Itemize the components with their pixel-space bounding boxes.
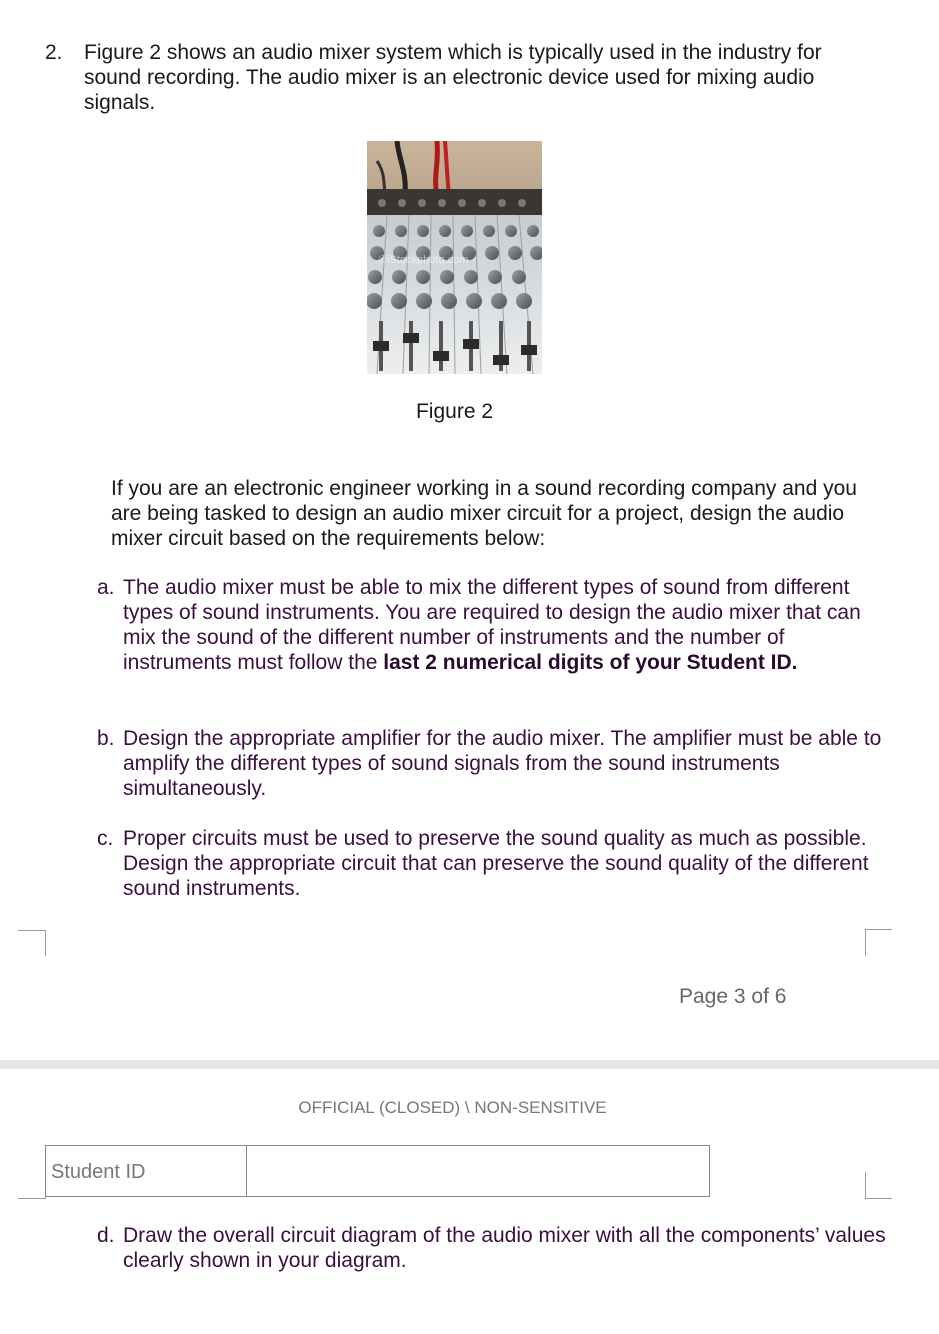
- crop-mark: [18, 1172, 46, 1199]
- requirement-d: [97, 1223, 887, 1273]
- requirement-b: [97, 726, 887, 801]
- student-id-field[interactable]: [247, 1146, 709, 1196]
- requirement-a-text: The audio mixer must be able to mix the different types of sound from different types of sound instruments. You are required to design the audio mixer that can mix the sound of the different number of instruments and the number of instruments must follow the: [123, 576, 861, 674]
- requirement-a-label: a.: [97, 576, 115, 599]
- audio-mixer-figure: [367, 141, 542, 374]
- student-id-table: [45, 1145, 710, 1197]
- requirement-b-text: Design the appropriate amplifier for the audio mixer. The amplifier must be able to amplify the different types of sound signals from the sound instruments simultaneously.: [123, 727, 882, 800]
- crop-mark: [865, 1172, 892, 1199]
- requirement-c-text: Proper circuits must be used to preserve the sound quality as much as possible. Design the appropriate circuit that can preserve the sound quality of the different sound instruments.: [123, 827, 869, 900]
- requirement-c-label: c.: [97, 827, 114, 850]
- question-number: 2.: [45, 41, 63, 64]
- student-id-label: Student ID: [46, 1146, 247, 1196]
- figure-watermark: ©iStockphoto.com: [379, 254, 469, 266]
- classification-label: OFFICIAL (CLOSED) \ NON-SENSITIVE: [298, 1098, 607, 1117]
- question-text: Figure 2 shows an audio mixer system which is typically used in the industry for sound recording. The audio mixer is an electronic device used for mixing audio signals.: [84, 41, 822, 114]
- requirement-d-label: d.: [97, 1224, 115, 1247]
- task-intro: If you are an electronic engineer working in a sound recording company and you are being tasked to design an audio mixer circuit for a project, design the audio mixer circuit based on the requirements below:: [111, 477, 857, 550]
- requirement-b-label: b.: [97, 727, 115, 750]
- requirement-a-bold: last 2 numerical digits of your Student ID.: [383, 651, 798, 674]
- requirement-c: [97, 826, 887, 901]
- requirement-d-text: Draw the overall circuit diagram of the audio mixer with all the components’ values clearly shown in your diagram.: [123, 1224, 886, 1272]
- crop-mark: [865, 929, 892, 956]
- page-separator: [0, 1060, 939, 1069]
- crop-mark: [18, 930, 46, 956]
- page-number: Page 3 of 6: [679, 985, 787, 1008]
- requirement-a: [97, 575, 887, 675]
- figure-caption: Figure 2: [415, 400, 494, 423]
